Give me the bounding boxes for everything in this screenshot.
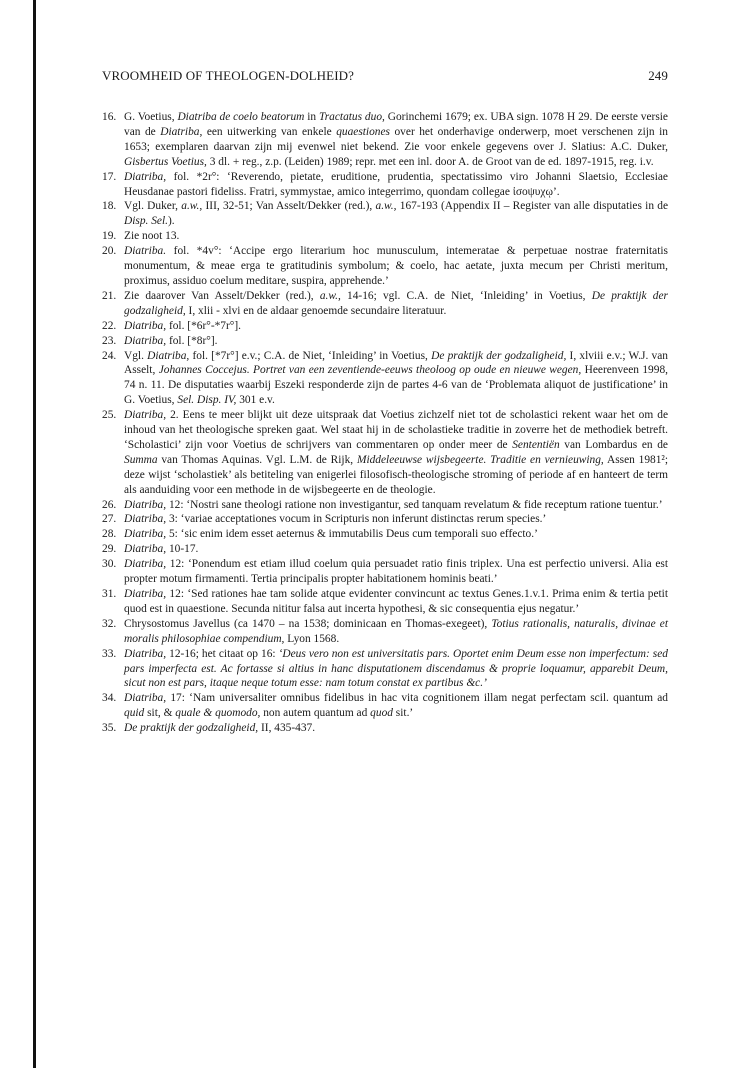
- footnote-roman-text: fol. *4v°: ‘Accipe ergo literarium hoc munusculum, intemeratae & perpetuae nostrae fraternitatis monumentum, & meae erga te gratitudinis symbolum; & coelo, hac aetate, juxta mecum per Christi meritum, proximus, assiduo coelum meditare, suspira, apprehende.’: [124, 245, 668, 287]
- footnote-italic-text: De praktijk der godzaligheid,: [124, 289, 668, 317]
- footnote-roman-text: Zie daarover Van Asselt/Dekker (red.),: [124, 289, 320, 302]
- binding-edge: [33, 0, 36, 1068]
- footnote-number: 34.: [102, 692, 117, 705]
- footnote-italic-text: Gisbertus Voetius,: [124, 155, 207, 168]
- footnote-text: [124, 588, 668, 615]
- footnote-roman-text: 167-193 (Appendix II – Register van alle disputaties in de: [396, 200, 668, 213]
- footnote: [102, 721, 668, 736]
- footnote-roman-text: fol. [*8r°].: [166, 334, 218, 347]
- footnote: [102, 289, 668, 319]
- footnote-number: 19.: [102, 230, 117, 243]
- footnote-text: [124, 722, 315, 734]
- footnote-roman-text: III, 32-51; Van Asselt/Dekker (red.),: [202, 200, 376, 213]
- footnote-text: [124, 230, 179, 242]
- footnote: [102, 334, 668, 349]
- footnote: [102, 557, 668, 587]
- footnote-roman-text: van Lombardus en de: [559, 438, 668, 451]
- footnote-number: 31.: [102, 588, 117, 600]
- footnote-roman-text: 14-16; vgl. C.A. de Niet, ‘Inleiding’ in Voetius,: [340, 289, 592, 302]
- footnote-text: [124, 409, 668, 496]
- footnote: [102, 527, 668, 542]
- footnote-number: 18.: [102, 200, 117, 213]
- footnote-number: 29.: [102, 543, 117, 556]
- footnotes-list: [102, 110, 668, 736]
- footnote-roman-text: fol. [*7r°] e.v.; C.A. de Niet, ‘Inleiding’ in Voetius,: [189, 349, 432, 362]
- footnote-italic-text: a.w.,: [181, 200, 203, 213]
- footnote-number: 35.: [102, 722, 117, 735]
- footnote-roman-text: Chrysostomus Javellus (ca 1470 – na 1538; dominicaan en Thomas-exegeet),: [124, 617, 492, 630]
- footnote-roman-text: 12-16; het citaat op 16:: [166, 647, 279, 660]
- footnote-text: [124, 350, 668, 407]
- footnote-italic-text: De praktijk der godzaligheid,: [124, 722, 259, 735]
- footnote-roman-text: 12: ‘Ponendum est etiam illud coelum quia persuadet ratio finis triplex. Una est perfectio universi. Alia est propter motum firmamenti. Tertia principalis propter habitationem hominis beati.’: [124, 558, 668, 586]
- footnote-roman-text: I, xlii - xlvi en de aldaar genoemde secundaire literatuur.: [185, 304, 447, 317]
- footnote-text: [124, 618, 668, 645]
- footnote-roman-text: in: [304, 111, 320, 123]
- footnote-italic-text: Diatriba,: [147, 349, 190, 362]
- footnote: [102, 244, 668, 289]
- footnote-number: 23.: [102, 334, 117, 347]
- footnote-roman-text: Vgl. Duker,: [124, 200, 182, 213]
- footnote-number: 30.: [102, 558, 117, 571]
- footnote-italic-text: Middeleeuwse wijsbegeerte. Traditie en vernieuwing,: [356, 453, 604, 466]
- footnote-roman-text: I, xlviii e.v.; W.J. van Asselt,: [124, 349, 668, 377]
- running-head-title: VROOMHEID OF THEOLOGEN-DOLHEID?: [102, 68, 354, 83]
- footnote-number: 16.: [102, 111, 117, 123]
- footnote-italic-text: Diatriba,: [124, 334, 167, 347]
- footnote-number: 28.: [102, 528, 117, 541]
- footnote-roman-text: 17: ‘Nam universaliter omnibus fidelibus in hac vita cognitionem illam negat perfectam scil. quantum ad: [166, 692, 668, 705]
- footnote-roman-text: G. Voetius,: [124, 111, 178, 123]
- footnote-italic-text: Sel. Disp. IV,: [177, 394, 237, 407]
- footnote-text: [124, 558, 668, 585]
- footnote-italic-text: Diatriba,: [124, 588, 167, 600]
- footnote: [102, 110, 668, 170]
- footnote-roman-text: 10-17.: [166, 543, 199, 556]
- footnote-text: [124, 692, 668, 719]
- footnote-number: 20.: [102, 245, 117, 258]
- footnote-roman-text: 301 e.v.: [236, 394, 275, 407]
- footnote-italic-text: Summa: [124, 453, 158, 466]
- footnote: [102, 408, 668, 497]
- footnote: [102, 229, 668, 244]
- footnote-italic-text: De praktijk der godzaligheid,: [431, 349, 567, 362]
- footnote-text: [124, 499, 663, 511]
- footnote-italic-text: Diatriba,: [124, 543, 167, 556]
- footnote: [102, 587, 668, 617]
- footnote-italic-text: Diatriba,: [124, 170, 167, 183]
- footnote-italic-text: Diatriba de coelo beatorum: [177, 111, 305, 123]
- footnote-roman-text: 5: ‘sic enim idem esset aeternus & immutabilis Deus cum temporali suo effecto.’: [166, 528, 538, 541]
- footnote-italic-text: Diatriba,: [124, 319, 167, 332]
- footnote-text: [124, 513, 546, 525]
- footnote-roman-text: sit.’: [392, 707, 414, 720]
- footnote-roman-text: Heerenveen 1998, 74 n. 11. De disputaties waarbij Eszeki responderde zijn de partes 4-6 van de ‘Problemata aliquot de justificatione’ in G. Voetius,: [124, 364, 668, 407]
- footnote-text: [124, 335, 217, 347]
- footnote-roman-text: sit, &: [144, 707, 176, 720]
- footnote: [102, 512, 668, 527]
- footnote-text: [124, 320, 241, 332]
- footnote-number: 22.: [102, 319, 117, 332]
- footnote: [102, 349, 668, 409]
- footnote-italic-text: Diatriba,: [160, 125, 203, 138]
- footnote-roman-text: II, 435-437.: [258, 722, 316, 735]
- footnote-roman-text: Lyon 1568.: [284, 632, 340, 645]
- footnote-text: [124, 648, 668, 690]
- footnote: [102, 617, 668, 647]
- footnote-italic-text: a.w.,: [375, 200, 397, 213]
- footnote-roman-text: 12: ‘Sed rationes hae tam solide atque evidenter convincunt ac textus Genes.1.v.1. Prima enim & tertia petit quod est in quaestione. Secunda nititur falsa aut incerta hypothesi, & sic consequentia ejus negatur.’: [124, 588, 668, 615]
- footnote-italic-text: Diatriba,: [124, 513, 167, 526]
- footnote: [102, 542, 668, 557]
- footnote-italic-text: Diatriba,: [124, 558, 167, 571]
- footnote-italic-text: Tractatus duo,: [319, 111, 385, 123]
- footnote: [102, 319, 668, 334]
- running-head: [102, 67, 668, 85]
- footnote-roman-text: Zie noot 13.: [124, 230, 180, 243]
- footnote-roman-text: over het onderhavige onderwerp, moet verschenen zijn in 1653; exemplaren daarvan zijn mij evenwel niet bekend. Zie voor enkele gegevens over J. Slatius: A.C. Duker,: [124, 125, 668, 153]
- footnote-italic-text: Disp. Sel.: [124, 215, 168, 228]
- footnote-roman-text: fol. *2r°: ‘Reverendo, pietate, eruditione, prudentia, spectatissimo viro Johanni Slaetsio, Ecclesiae Heusdanae pastori fideliss. Fratri, symmystae, amico integerrimo, quondam collegae ἰσοψυχῳ’.: [124, 170, 668, 198]
- footnote-roman-text: Gorinchemi 1679; ex. UBA sign. 1078 H 29. De eerste versie van de: [124, 111, 668, 138]
- footnote-text: [124, 111, 668, 168]
- footnote: [102, 170, 668, 200]
- footnote-italic-text: Diatriba.: [124, 245, 167, 258]
- footnote-text: [124, 290, 668, 317]
- footnote-italic-text: quale & quomodo,: [175, 707, 261, 720]
- page-number: 249: [648, 68, 668, 83]
- footnote-italic-text: a.w.,: [319, 289, 341, 302]
- footnote-roman-text: 2. Eens te meer blijkt uit deze uitspraak dat Voetius zichzelf niet tot de scholastici rekent waar het om de inhoud van het theologische spreken gaat. Wel staat hij in de scholastieke traditie in zoverre het de methodiek betreft. ‘Scholastici’ zijn voor Voetius de schrijvers van commentaren op onder meer de: [124, 409, 668, 451]
- footnote-roman-text: Vgl.: [124, 349, 148, 362]
- footnote-roman-text: 3 dl. + reg., z.p. (Leiden) 1989; repr. met een inl. door A. de Groot van de ed. 1897-1915, reg. i.v.: [206, 155, 654, 168]
- footnote-italic-text: Sententiën: [512, 438, 560, 451]
- footnote: [102, 647, 668, 692]
- footnote-number: 32.: [102, 617, 117, 630]
- footnote-roman-text: Assen 1981²; deze wijst ‘scholastiek’ als betiteling van enigerlei filosofisch-theologische stroming of periode af en hanteert de term als aanduiding voor een methode in de wijsbegeerte en de theologie.: [124, 453, 669, 496]
- footnote-text: [124, 200, 668, 227]
- footnote-number: 24.: [102, 349, 117, 362]
- footnote-text: [124, 543, 198, 555]
- footnote-italic-text: quaestiones: [336, 125, 390, 138]
- footnote-roman-text: een uitwerking van enkele: [202, 125, 337, 138]
- footnote-italic-text: Diatriba,: [124, 528, 167, 541]
- footnote-number: 21.: [102, 289, 117, 302]
- footnote-italic-text: Totius rationalis, naturalis, divinae et moralis philosophiae compendium,: [124, 617, 668, 645]
- footnote: [102, 691, 668, 721]
- footnote: [102, 498, 668, 513]
- footnote-text: [124, 171, 668, 198]
- footnote-number: 26.: [102, 498, 117, 511]
- footnote-italic-text: quod: [370, 707, 393, 720]
- footnote-italic-text: Diatriba,: [124, 409, 167, 422]
- footnote-italic-text: ‘Deus vero non est universitatis pars. Oportet enim Deum esse non imperfectum: sed pars imperfecta est. Ac fortasse si altius in hanc disputationem discendamus & proprie loquamur, apparebit Deum, sicut non est pars, itaque neque totum esse: nam totum constat ex partibus &c.’: [124, 647, 668, 690]
- footnote-text: [124, 245, 668, 287]
- footnote-italic-text: Diatriba,: [124, 498, 167, 511]
- footnote: [102, 199, 668, 229]
- footnote-roman-text: 12: ‘Nostri sane theologi ratione non investigantur, sed tanquam revelatum & fide receptum ratione tuentur.’: [166, 498, 663, 511]
- footnote-italic-text: quid: [124, 707, 145, 720]
- footnote-number: 25.: [102, 409, 117, 422]
- footnote-text: [124, 528, 538, 540]
- footnote-number: 33.: [102, 647, 117, 660]
- footnote-italic-text: Diatriba,: [124, 647, 167, 660]
- footnote-roman-text: 3: ‘variae acceptationes vocum in Scripturis non inferunt distinctas rerum species.’: [166, 513, 547, 526]
- footnote-roman-text: ).: [167, 215, 175, 228]
- footnote-roman-text: non autem quantum ad: [260, 707, 371, 720]
- footnote-roman-text: van Thomas Aquinas. Vgl. L.M. de Rijk,: [157, 453, 357, 466]
- footnote-roman-text: fol. [*6r°-*7r°].: [166, 319, 241, 332]
- footnote-italic-text: Johannes Coccejus. Portret van een zeventiende-eeuws theoloog op oude en nieuwe wegen,: [158, 364, 582, 377]
- footnote-italic-text: Diatriba,: [124, 692, 167, 705]
- footnote-number: 17.: [102, 170, 117, 183]
- footnote-number: 27.: [102, 513, 117, 526]
